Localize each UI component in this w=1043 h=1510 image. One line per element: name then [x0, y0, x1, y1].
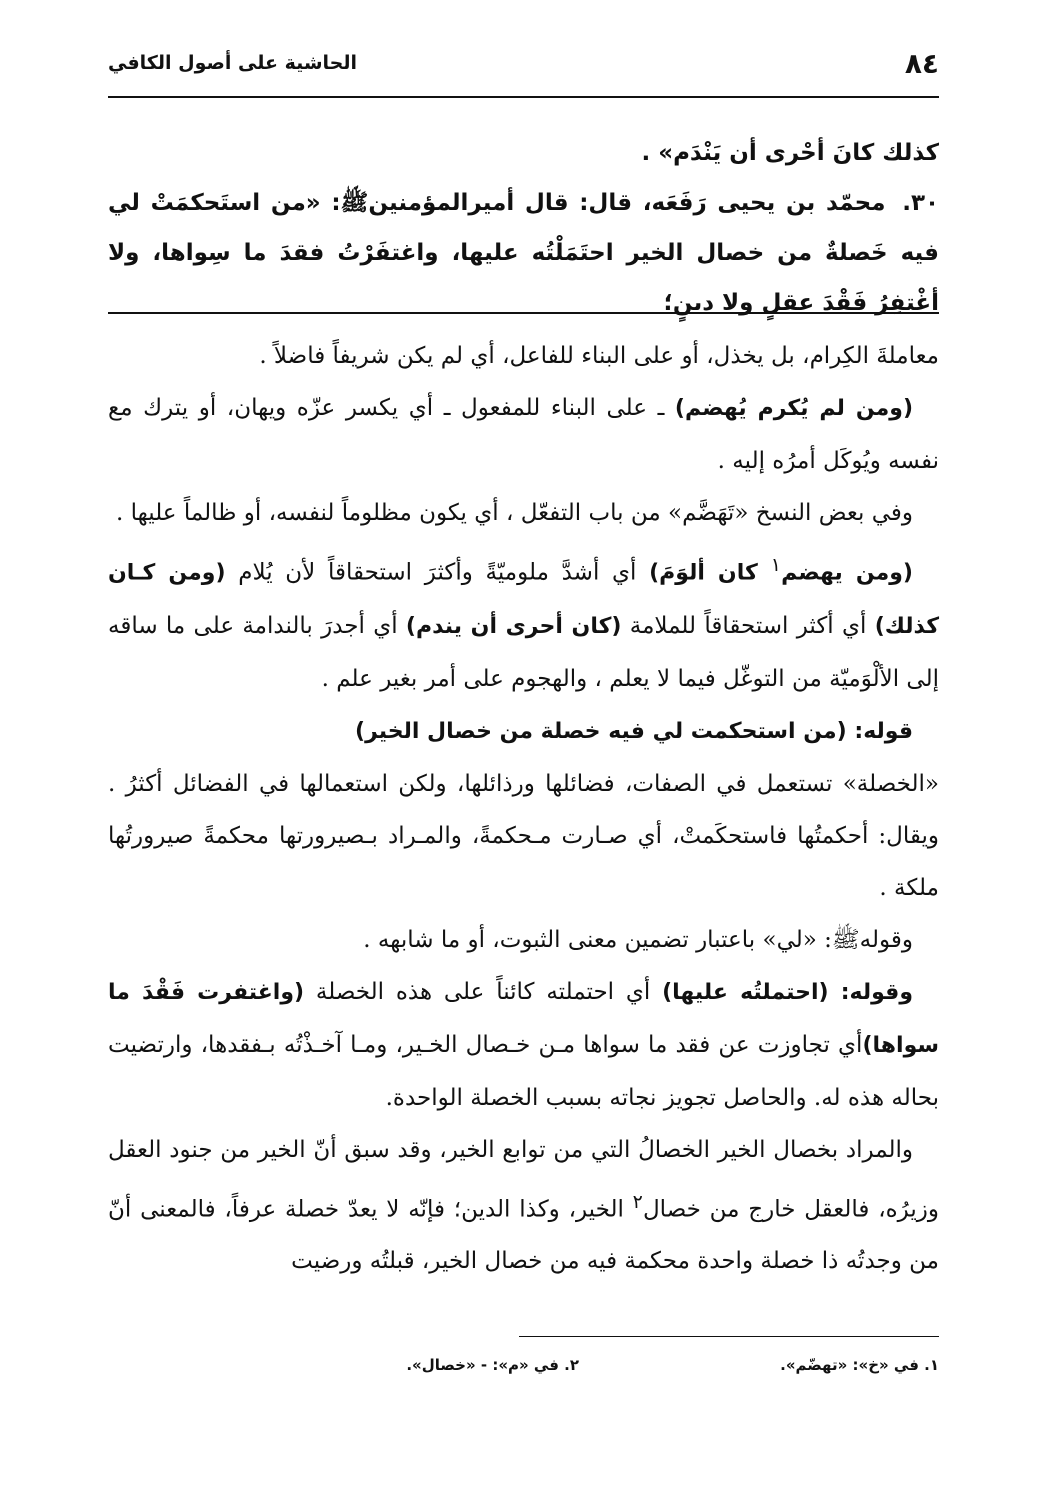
commentary-text-run: أي احتملته كائناً على هذه الخصلة	[304, 978, 663, 1005]
hadith-30	[108, 178, 939, 328]
commentary-paragraph	[108, 1124, 939, 1288]
commentary-paragraph	[108, 539, 939, 705]
page-number: ٨٤	[904, 46, 939, 80]
commentary-paragraph	[108, 382, 939, 487]
running-title: الحاشية على أصول الكافي	[108, 52, 358, 74]
hadith-text	[108, 128, 939, 328]
commentary-text-run: أي أجدرَ بالندامة على ما ساقه إلى الألْوَميّة من التوغّل فيما لا يعلم ، والهجوم على أمر بغير علم .	[108, 612, 939, 692]
footnote-rule	[519, 1336, 939, 1337]
header-rule	[108, 96, 939, 98]
qawl-label: قوله:	[854, 718, 913, 744]
footnote-marker: ٢	[632, 1189, 643, 1213]
commentary-paragraph: وفي بعض النسخ «تَهَضَّم» من باب التفعّل ، أي يكون مظلوماً لنفسه، أو ظالماً عليها .	[116, 500, 913, 526]
commentary-text-run: أي تجاوزت عن فقد ما سواها مـن خـصال الخـير، ومـا آخـذْتُه بـفقدها، وارتضيت بحاله هذه له. والحاصل تجويز نجاته بسبب الخصلة الواحدة.	[108, 1031, 939, 1111]
quoted-phrase: (ومن كـان كذلك)	[108, 560, 939, 639]
commentary-text-run: ـ على البناء للمفعول ـ أي يكسر عزّه ويهان، أو يترك مع نفسه ويُوكَل أمرُه إليه .	[108, 395, 939, 474]
commentary-paragraph: معاملةَ الكِرام، بل يخذل، أو على البناء للفاعل، أي لم يكن شريفاً فاضلاً .	[259, 343, 939, 369]
qawl-label: وقوله:	[840, 979, 913, 1005]
text-separator	[108, 312, 939, 314]
quoted-phrase: (من استحكمت لي فيه خصلة من خصال الخير)	[355, 718, 855, 744]
commentary-text	[108, 330, 939, 1287]
footnote-2: ٢. في «م»: - «خصال».	[406, 1356, 579, 1374]
hadith-previous-line: كذلك كانَ أحْرى أن يَنْدَم» .	[641, 140, 939, 166]
hadith-number: ٣٠.	[902, 190, 940, 216]
commentary-paragraph	[108, 966, 939, 1124]
page-header	[108, 34, 939, 92]
hadith-body: محمّد بن يحيى رَفَعَه، قال: قال أميرالمؤمنينﷺ: «من استَحكمَتْ لي فيه خَصلةٌ من خصال الخير احتَمَلْتُه عليها، واغتفَرْتُ فقدَ ما سِواها، ولا أغْتفِرُ فَقْدَ عقلٍ ولا دينٍ؛	[108, 190, 939, 316]
commentary-heading	[108, 705, 939, 758]
footnotes	[108, 1356, 939, 1396]
quoted-phrase: (ومن لم يُكرم يُهضم)	[674, 396, 913, 421]
quoted-phrase: (كان أحرى أن يندم)	[405, 613, 622, 639]
quoted-phrase: كان ألوَمَ)	[649, 560, 771, 586]
commentary-text-run: أي أكثر استحقاقاً للملامة	[621, 612, 875, 639]
commentary-paragraph: «الخصلة» تستعمل في الصفات، فضائلها ورذائلها، ولكن استعمالها في الفضائل أكثرُ . ويقال: أحكمتُها فاستحكَمتْ، أي صـارت مـحكمةً، والمـراد بـصيرورتها محكمةً صيرورتُها ملكة .	[108, 770, 939, 901]
quoted-phrase: (واغتفرت فَقْدَ ما سواها)	[108, 979, 939, 1058]
quoted-phrase: (احتملتُه عليها)	[662, 979, 841, 1005]
footnote-1: ١. في «خ»: «تهضّم».	[780, 1356, 939, 1374]
commentary-text-run: والمراد بخصال الخير الخصالُ التي من توابع الخير، وقد سبق أنّ الخير من جنود العقل وزيرُه، فالعقل خارج من خصال	[108, 1136, 939, 1223]
commentary-text-run: الخير، وكذا الدين؛ فإنّه لا يعدّ خصلة عرفاً، فالمعنى أنّ من وجدتُه ذا خصلة واحدة محكمة فيه من خصال الخير، قبلتُه ورضيت	[108, 1196, 939, 1275]
quoted-phrase: (ومن يهضم	[781, 560, 913, 586]
commentary-text-run: أي أشدَّ ملوميّةً وأكثرَ استحقاقاً لأن يُلام	[225, 559, 650, 586]
commentary-paragraph: وقولهﷺ: «لي» باعتبار تضمين معنى الثبوت، أو ما شابهه .	[363, 926, 913, 953]
footnote-marker: ١	[770, 553, 782, 576]
